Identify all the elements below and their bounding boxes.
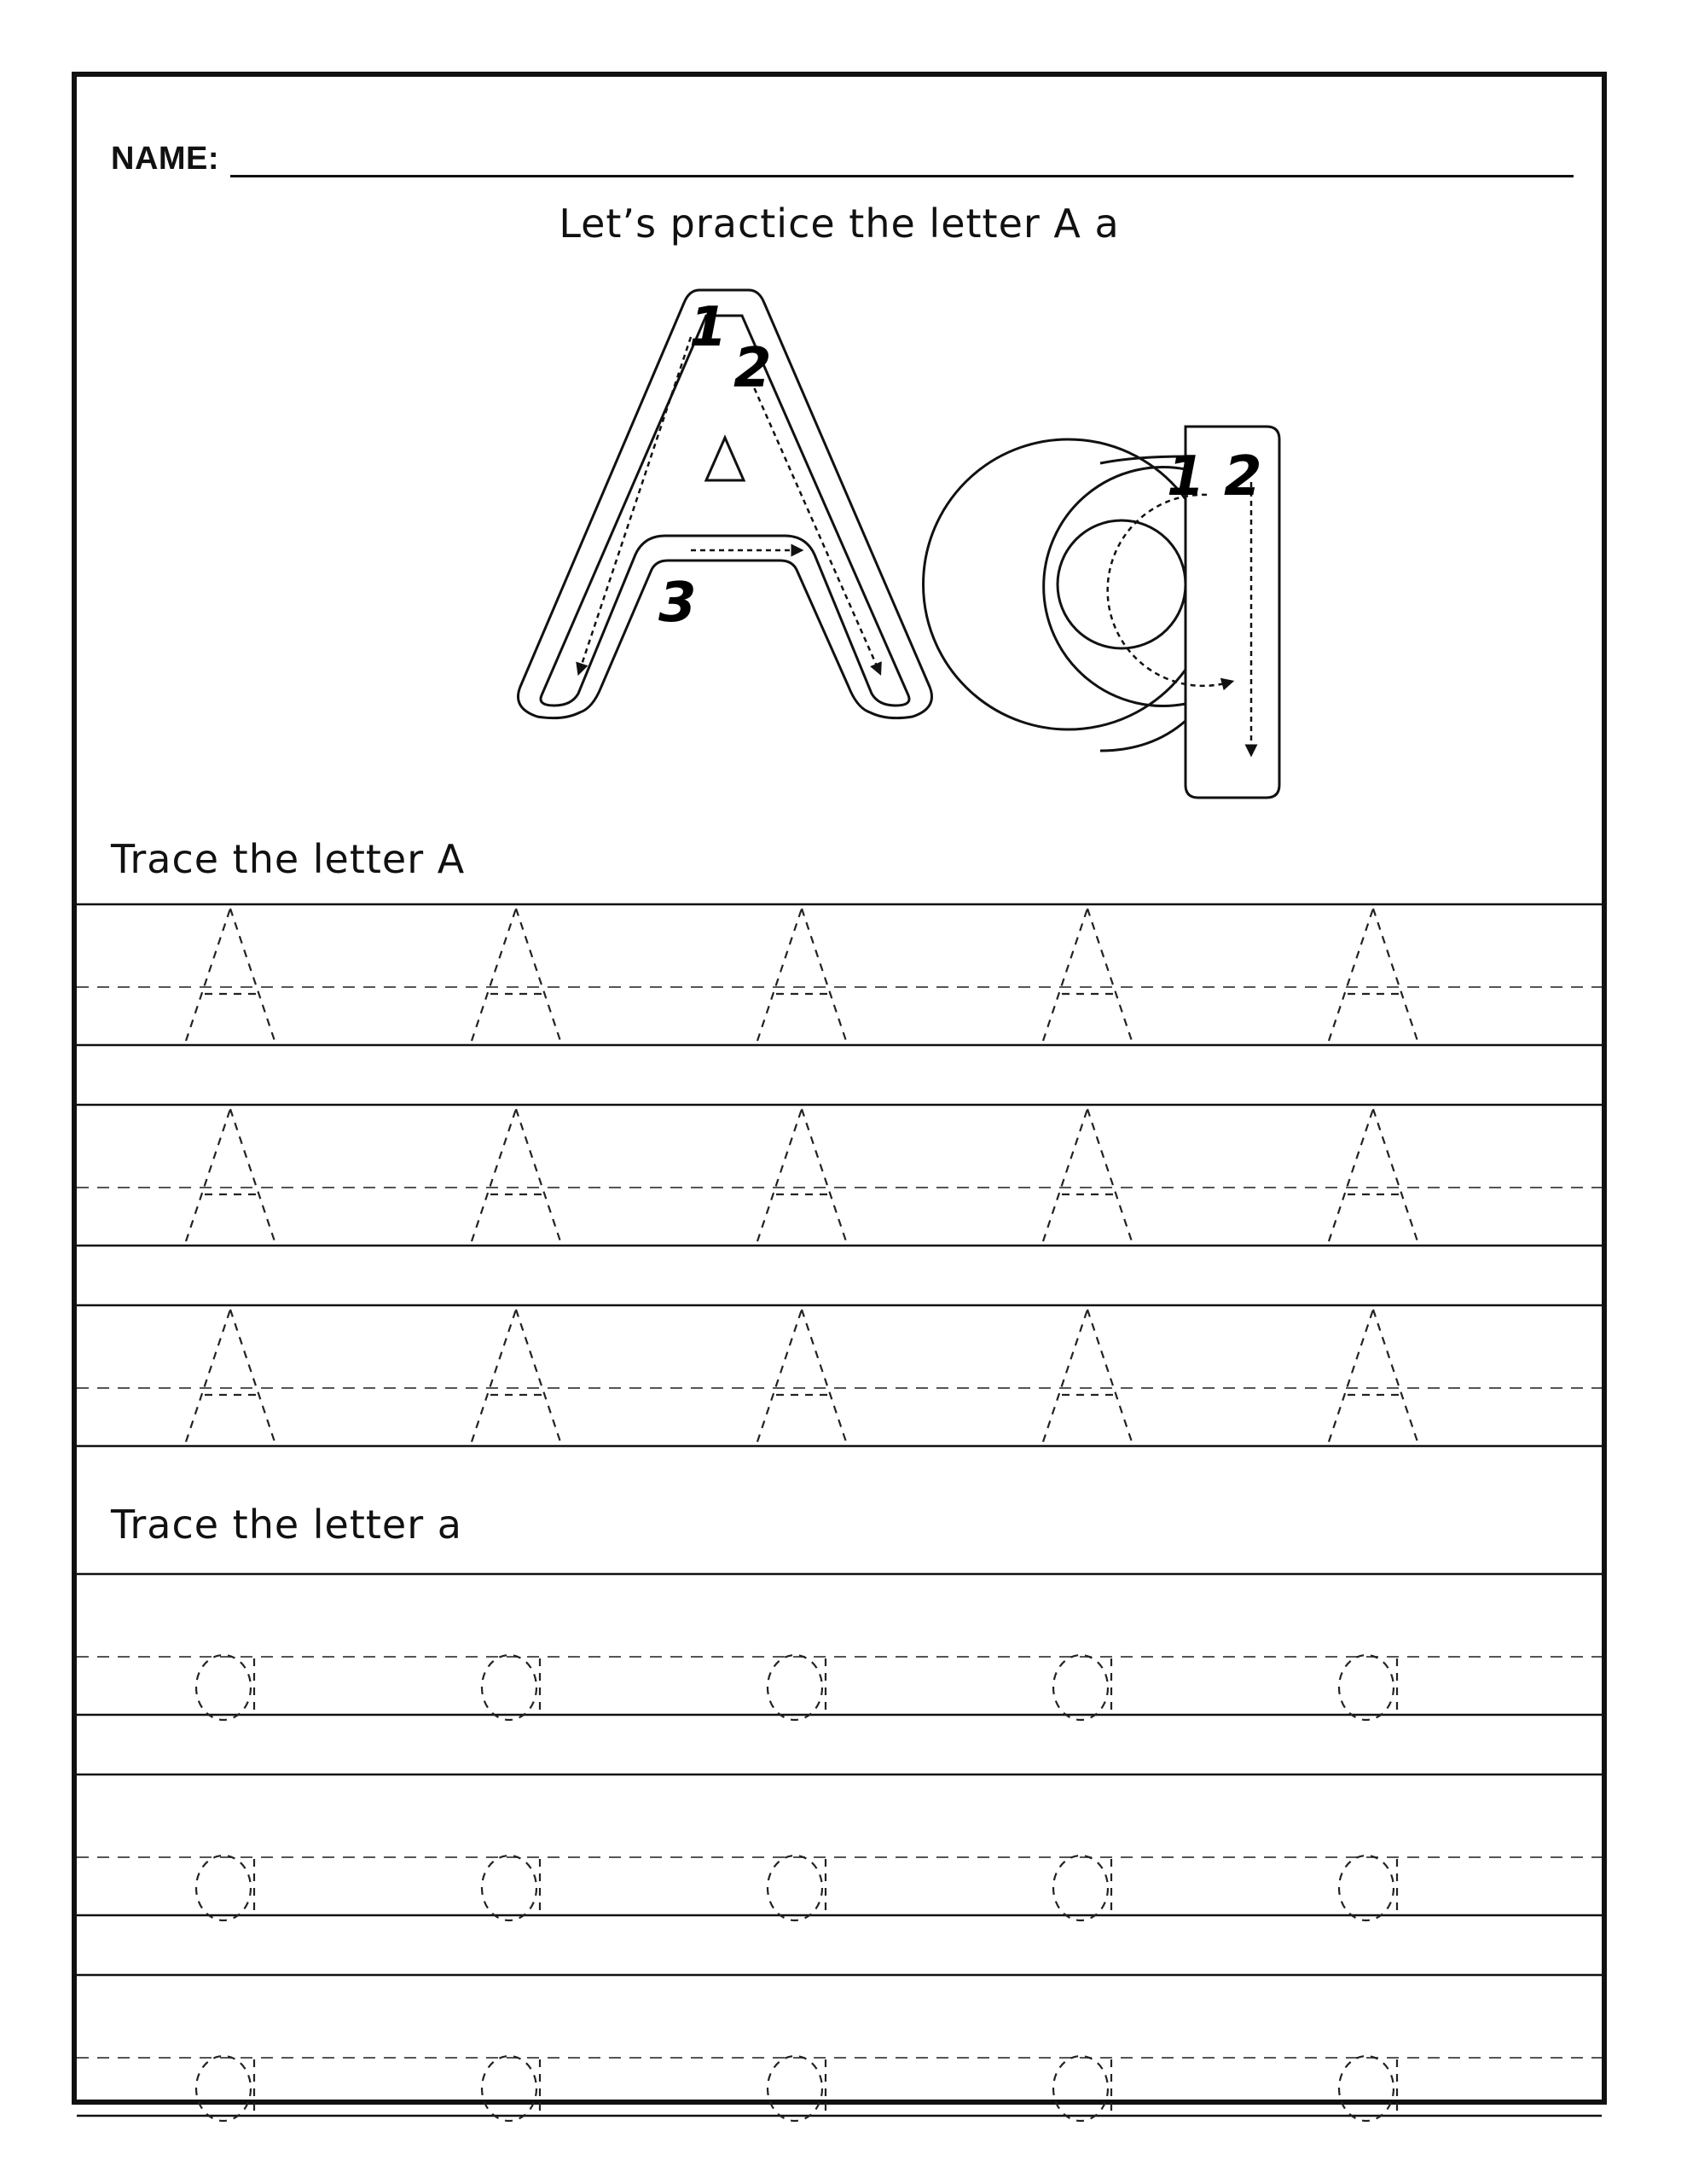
dotted-uppercase-a[interactable] bbox=[757, 1109, 846, 1241]
dotted-uppercase-a[interactable] bbox=[1043, 1310, 1132, 1442]
stroke-number-lower-2: 2 bbox=[1224, 445, 1262, 508]
dotted-uppercase-a[interactable] bbox=[1329, 1109, 1417, 1241]
dotted-uppercase-a[interactable] bbox=[472, 1310, 560, 1442]
name-write-line[interactable] bbox=[230, 175, 1574, 177]
dotted-uppercase-a[interactable] bbox=[186, 909, 275, 1041]
trace-row[interactable] bbox=[77, 1975, 1602, 2121]
trace-row[interactable] bbox=[77, 904, 1602, 1045]
trace-rows-lowercase bbox=[77, 1502, 1602, 2167]
dotted-lowercase-a[interactable] bbox=[196, 1655, 254, 1720]
page-title: Let’s practice the letter A a bbox=[559, 200, 1120, 247]
dotted-lowercase-a[interactable] bbox=[1053, 1655, 1111, 1720]
trace-row[interactable] bbox=[77, 1305, 1602, 1446]
dotted-uppercase-a[interactable] bbox=[1329, 1310, 1417, 1442]
dotted-lowercase-a[interactable] bbox=[1053, 1856, 1111, 1920]
dotted-uppercase-a[interactable] bbox=[472, 1109, 560, 1241]
trace-row[interactable] bbox=[77, 1105, 1602, 1246]
name-row bbox=[111, 141, 1574, 183]
dotted-uppercase-a[interactable] bbox=[1043, 1109, 1132, 1241]
dotted-uppercase-a[interactable] bbox=[186, 1109, 275, 1241]
dotted-uppercase-a[interactable] bbox=[1329, 909, 1417, 1041]
dotted-lowercase-a[interactable] bbox=[1053, 2056, 1111, 2121]
dotted-lowercase-a[interactable] bbox=[768, 2056, 826, 2121]
trace-row[interactable] bbox=[77, 1774, 1602, 1920]
trace-row[interactable] bbox=[77, 1574, 1602, 1720]
dotted-lowercase-a[interactable] bbox=[482, 1655, 540, 1720]
stroke-number-lower-1: 1 bbox=[1167, 445, 1205, 508]
worksheet-page bbox=[72, 72, 1607, 2105]
trace-rows-uppercase bbox=[77, 836, 1602, 1502]
letter-demo-illustration bbox=[435, 286, 1288, 815]
dotted-lowercase-a[interactable] bbox=[482, 1856, 540, 1920]
trace-area-uppercase bbox=[77, 836, 1602, 1484]
section-label-lowercase: Trace the letter a bbox=[111, 1502, 462, 1548]
stroke-number-a3: 3 bbox=[658, 572, 697, 635]
dotted-lowercase-a[interactable] bbox=[482, 2056, 540, 2121]
dotted-lowercase-a[interactable] bbox=[196, 1856, 254, 1920]
section-label-uppercase: Trace the letter A bbox=[111, 836, 466, 882]
stroke-number-a1: 1 bbox=[689, 296, 728, 359]
dotted-lowercase-a[interactable] bbox=[1339, 1856, 1397, 1920]
dotted-uppercase-a[interactable] bbox=[1043, 909, 1132, 1041]
dotted-lowercase-a[interactable] bbox=[768, 1856, 826, 1920]
dotted-lowercase-a[interactable] bbox=[768, 1655, 826, 1720]
stroke-number-a2: 2 bbox=[733, 337, 772, 400]
dotted-uppercase-a[interactable] bbox=[757, 909, 846, 1041]
dotted-uppercase-a[interactable] bbox=[472, 909, 560, 1041]
dotted-uppercase-a[interactable] bbox=[186, 1310, 275, 1442]
dotted-lowercase-a[interactable] bbox=[1339, 2056, 1397, 2121]
dotted-lowercase-a[interactable] bbox=[1339, 1655, 1397, 1720]
trace-area-lowercase bbox=[77, 1502, 1602, 2167]
name-label: NAME: bbox=[111, 141, 220, 177]
dotted-uppercase-a[interactable] bbox=[757, 1310, 846, 1442]
dotted-lowercase-a[interactable] bbox=[196, 2056, 254, 2121]
